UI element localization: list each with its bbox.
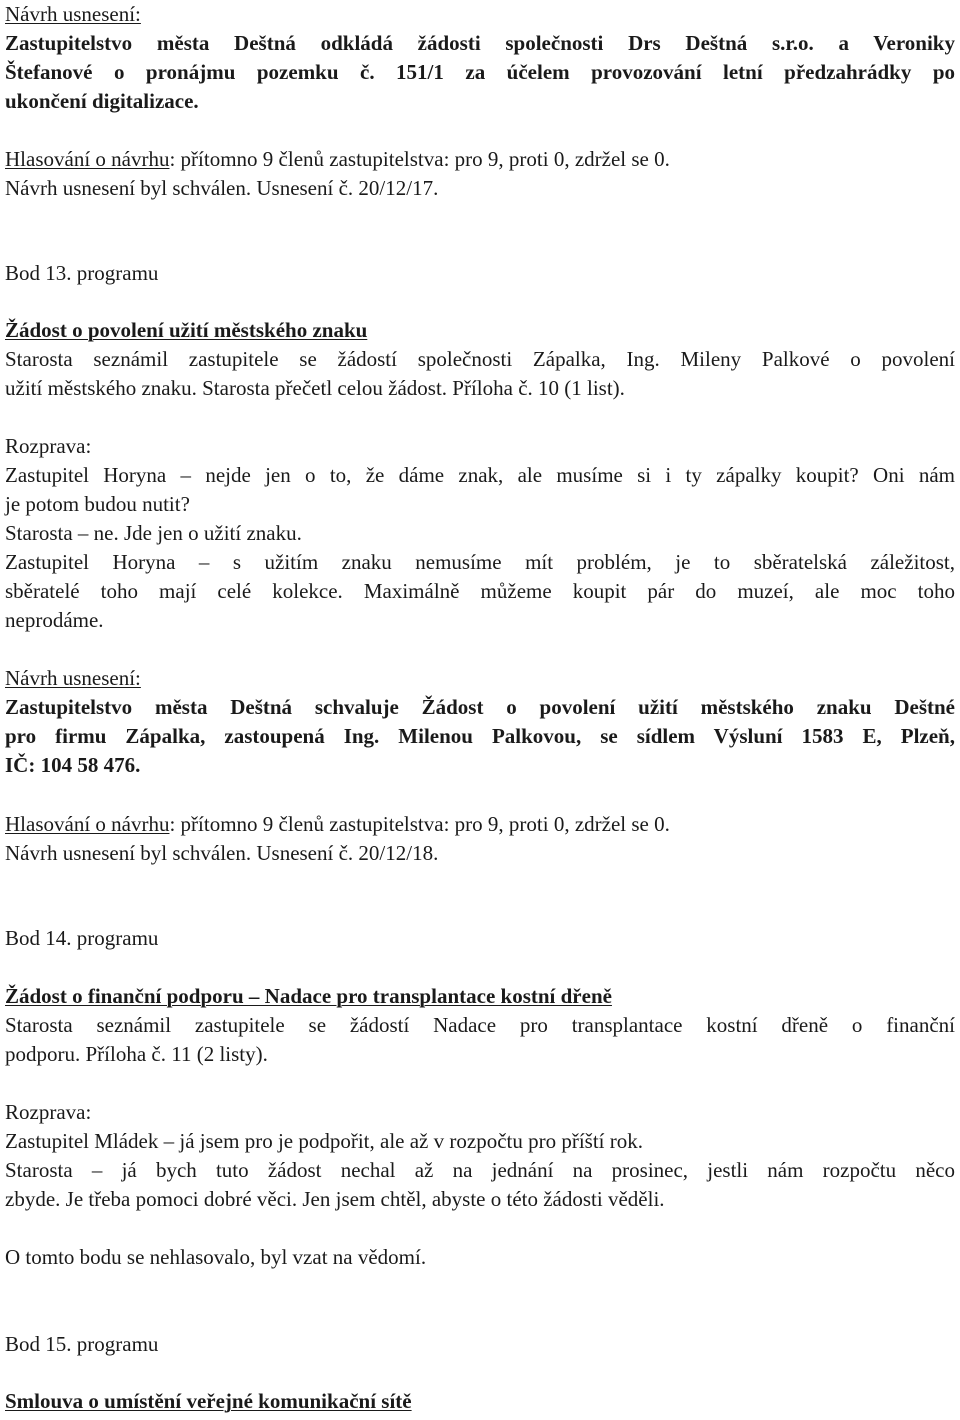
vote-details: : přítomno 9 členů zastupitelstva: pro 9, proti 0, zdržel se 0. [169,147,670,171]
debate-line: Starosta – já bych tuto žádost nechal až na jednání na prosinec, jestli nám rozpočtu něco [5,1158,955,1182]
agenda-item-number: Bod 13. programu [5,261,159,285]
agenda-intro-line: Starosta seznámil zastupitele se žádostí společnosti Zápalka, Ing. Mileny Palkové o povolení [5,347,955,371]
debate-heading: Rozprava: [5,1100,92,1124]
vote-result: Návrh usnesení byl schválen. Usnesení č. 20/12/18. [5,841,439,865]
proposal-line: Štefanové o pronájmu pozemku č. 151/1 za účelem provozování letní předzahrádky po [5,60,955,84]
vote-label: Hlasování o návrhu [5,147,170,171]
agenda-conclusion: O tomto bodu se nehlasovalo, byl vzat na vědomí. [5,1245,427,1269]
agenda-intro-line: užití městského znaku. Starosta přečetl celou žádost. Příloha č. 10 (1 list). [5,376,625,400]
debate-line: sběratelé toho mají celé kolekce. Maximálně můžeme koupit pár do muzeí, ale moc toho [5,579,955,603]
agenda-item-number: Bod 15. programu [5,1332,159,1356]
agenda-intro-line: Starosta seznámil zastupitele se žádostí Nadace pro transplantace kostní dřeně o finanční [5,1013,955,1037]
agenda-item-title: Žádost o finanční podporu – Nadace pro transplantace kostní dřeně [5,984,612,1008]
proposal-line: ukončení digitalizace. [5,89,199,113]
debate-line: Zastupitel Horyna – s užitím znaku nemusíme mít problém, je to sběratelská záležitost, [5,550,955,574]
vote-line [5,810,955,839]
debate-line: neprodáme. [5,608,104,632]
agenda-item-title: Smlouva o umístění veřejné komunikační sítě [5,1389,412,1413]
proposal-heading: Návrh usnesení: [5,666,141,690]
agenda-intro-line: podporu. Příloha č. 11 (2 listy). [5,1042,268,1066]
vote-result: Návrh usnesení byl schválen. Usnesení č. 20/12/17. [5,176,439,200]
vote-label: Hlasování o návrhu [5,812,170,836]
agenda-item-number: Bod 14. programu [5,926,159,950]
debate-line: Starosta – ne. Jde jen o užití znaku. [5,521,302,545]
debate-heading: Rozprava: [5,434,92,458]
proposal-line: IČ: 104 58 476. [5,753,141,777]
debate-line: je potom budou nutit? [5,492,190,516]
debate-line: Zastupitel Horyna – nejde jen o to, že dáme znak, ale musíme si i ty zápalky koupit? Oni nám [5,463,955,487]
agenda-item-title: Žádost o povolení užití městského znaku [5,318,368,342]
proposal-line: pro firmu Zápalka, zastoupená Ing. Milenou Palkovou, se sídlem Výsluní 1583 E, Plzeň, [5,724,955,748]
debate-line: Zastupitel Mládek – já jsem pro je podpořit, ale až v rozpočtu pro příští rok. [5,1129,643,1153]
debate-line: zbyde. Je třeba pomoci dobré věci. Jen jsem chtěl, abyste o této žádosti věděli. [5,1187,665,1211]
proposal-line: Zastupitelstvo města Deštná odkládá žádosti společnosti Drs Deštná s.r.o. a Veroniky [5,31,955,55]
vote-line [5,145,955,174]
vote-details: : přítomno 9 členů zastupitelstva: pro 9, proti 0, zdržel se 0. [169,812,670,836]
proposal-line: Zastupitelstvo města Deštná schvaluje Žádost o povolení užití městského znaku Deštné [5,695,955,719]
proposal-heading: Návrh usnesení: [5,2,141,26]
